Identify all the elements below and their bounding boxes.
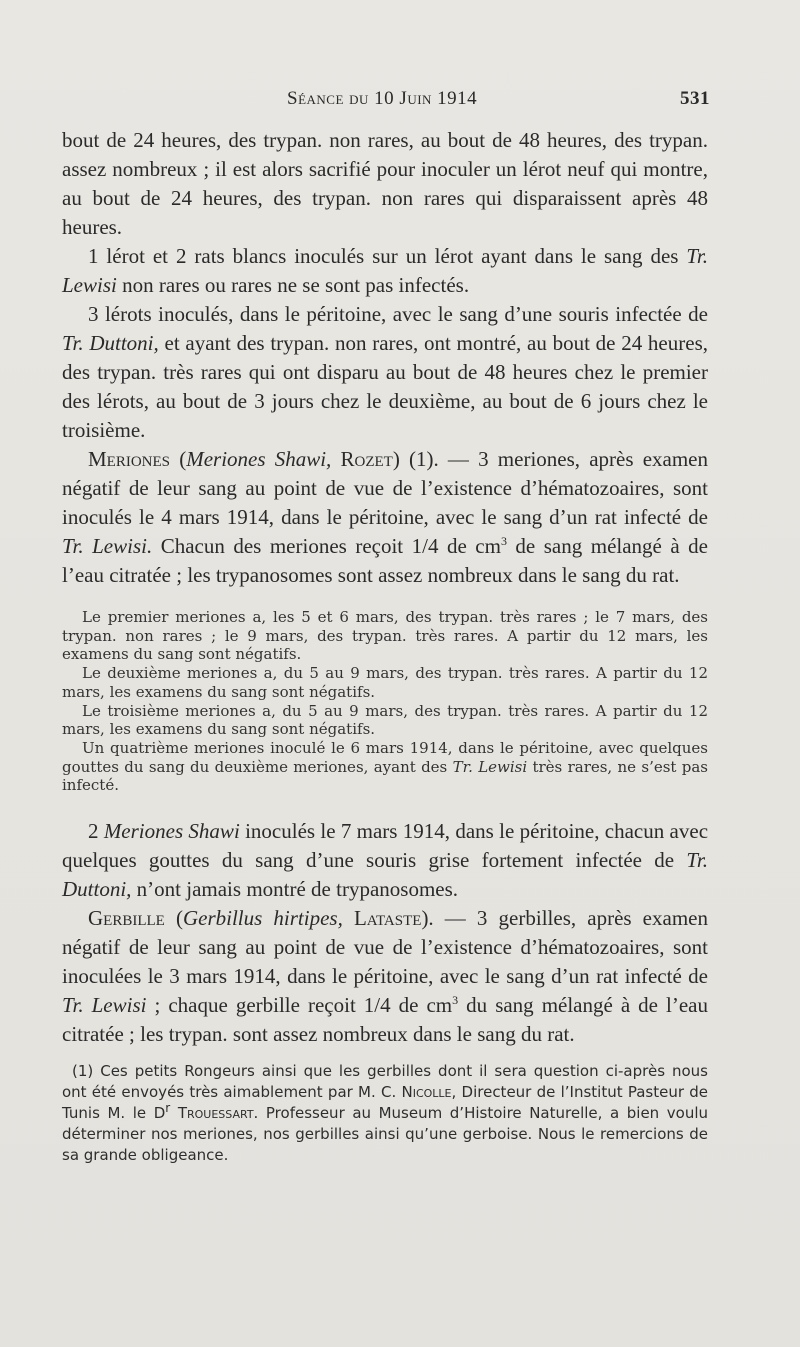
p4-species: Meriones Shawi,	[186, 447, 332, 471]
paragraph-2	[62, 242, 708, 300]
footnote-superscript: r	[165, 1101, 171, 1116]
s4-text-a: Un quatrième meriones inoculé le 6 mars 1914, dans le péritoine, avec quelques gouttes du sang du deuxième meriones, ayant des	[62, 738, 708, 776]
p3-text-b: et ayant des trypan. non rares, ont montré, au bout de 24 heures, des trypan. très rares qui ont disparu au bout de 48 heures chez le premier des lérots, au bout de 3 jours chez le deuxième, au bout de 6 jours chez le troisième.	[62, 331, 708, 442]
p5-species: Meriones Shawi	[103, 819, 240, 844]
small-paragraph-1: Le premier meriones a, les 5 et 6 mars, des trypan. très rares ; le 7 mars, des trypan. non rares ; le 9 mars, des trypan. très rares. A partir du 12 mars, les examens du sang sont négatifs.	[62, 608, 708, 664]
footnote-text-b: , Directeur de l’Institut Pasteur de Tunis M. le D	[62, 1083, 708, 1123]
s4-species: Tr. Lewisi	[452, 757, 528, 776]
p5-text-b: inoculés le 7 mars 1914, dans le péritoine, chacun avec quelques gouttes du sang d’une souris grise fortement infectée de	[62, 819, 709, 873]
paragraph-1: bout de 24 heures, des trypan. non rares, au bout de 48 heures, des trypan. assez nombreux ; il est alors sacrifié pour inoculer un lérot neuf qui montre, au bout de 24 heures, des trypan. non rares qui disparaissent après 48 heures.	[62, 128, 708, 239]
page-body	[62, 126, 708, 1166]
p6-species: Gerbillus hirtipes,	[182, 906, 343, 931]
small-paragraph-3: Le troisième meriones a, du 5 au 9 mars, des trypan. très rares. A partir du 12 mars, les examens du sang sont négatifs.	[62, 701, 708, 739]
p4-text-d: de sang mélangé à de l’eau citratée ; les trypanosomes sont assez nombreux dans le sang du rat.	[62, 534, 709, 587]
p2-text-a: 1 lérot et 2 rats blancs inoculés sur un lérot ayant dans le sang des	[88, 244, 687, 268]
running-header	[62, 88, 710, 116]
small-paragraph-4	[62, 739, 708, 795]
page-number: 531	[680, 88, 710, 109]
p6-text-b: ). — 3 gerbilles, après examen négatif de leur sang au point de vue de l’existence d’hématozoaires, sont inoculées le 3 mars 1914, dans le péritoine, avec le sang d’un rat infecté de	[62, 906, 708, 989]
p3-species: Tr. Duttoni,	[62, 331, 159, 355]
p5-text-c: n’ont jamais montré de trypanosomes.	[131, 877, 459, 902]
header-title: Séance du 10 Juin 1914	[287, 88, 478, 109]
p4-text-a: (	[170, 447, 187, 471]
p4-species-2: Tr. Lewisi.	[62, 534, 153, 558]
footnote-text-a: (1) Ces petits Rongeurs ainsi que les gerbilles dont il sera question ci-après nous ont été envoyés très aimablement par M. C.	[62, 1062, 708, 1102]
p4-text-b: ) (1). — 3 meriones, après examen négatif de leur sang au point de vue de l’existence d’hématozoaires, sont inoculés le 4 mars 1914, dans le péritoine, avec le sang d’un rat infecté de	[62, 447, 708, 529]
small-paragraph-2: Le deuxième meriones a, du 5 au 9 mars, des trypan. très rares. A partir du 12 mars, les examens du sang sont négatifs.	[62, 664, 708, 701]
p6-species-2: Tr. Lewisi	[62, 993, 147, 1018]
p4-text-c: Chacun des meriones reçoit 1/4 de cm	[152, 534, 501, 558]
paragraph-5	[62, 817, 708, 904]
p3-text-a: 3 lérots inoculés, dans le péritoine, avec le sang d’une souris infectée de	[88, 302, 708, 326]
p6-superscript: 3	[452, 993, 459, 1008]
p2-text-b: non rares ou rares ne se sont pas infectés.	[116, 273, 470, 297]
gerbille-heading: Gerbille	[88, 906, 165, 931]
paragraph-3	[62, 300, 708, 445]
s4-text-b: très rares, ne s’est pas infecté.	[62, 757, 708, 795]
footnote	[62, 1061, 708, 1166]
p6-text-c: ; chaque gerbille reçoit 1/4 de cm	[146, 993, 453, 1018]
p6-text-a: (	[164, 906, 183, 931]
p4-author: Rozet	[331, 447, 393, 471]
p6-author: Lataste	[342, 906, 422, 931]
p6-text-d: du sang mélangé à de l’eau citratée ; les trypan. sont assez nombreux dans le sang du rat.	[62, 993, 708, 1047]
p5-text-a: 2	[88, 819, 104, 844]
paragraph-gerbille	[62, 904, 708, 1049]
p4-superscript: 3	[500, 534, 507, 548]
meriones-heading: Meriones	[88, 447, 171, 471]
footnote-name-2: Trouessart	[170, 1104, 254, 1123]
paragraph-meriones	[62, 445, 708, 590]
p2-species: Tr. Lewisi	[62, 244, 708, 297]
p5-species-2: Tr. Duttoni,	[62, 848, 708, 902]
footnote-name-1: Nicolle	[401, 1083, 452, 1102]
footnote-text-c: . Professeur au Museum d’Histoire Naturelle, a bien voulu déterminer nos meriones, nos gerbilles ainsi qu’une gerboise. Nous le remercions de sa grande obligeance.	[62, 1104, 709, 1165]
